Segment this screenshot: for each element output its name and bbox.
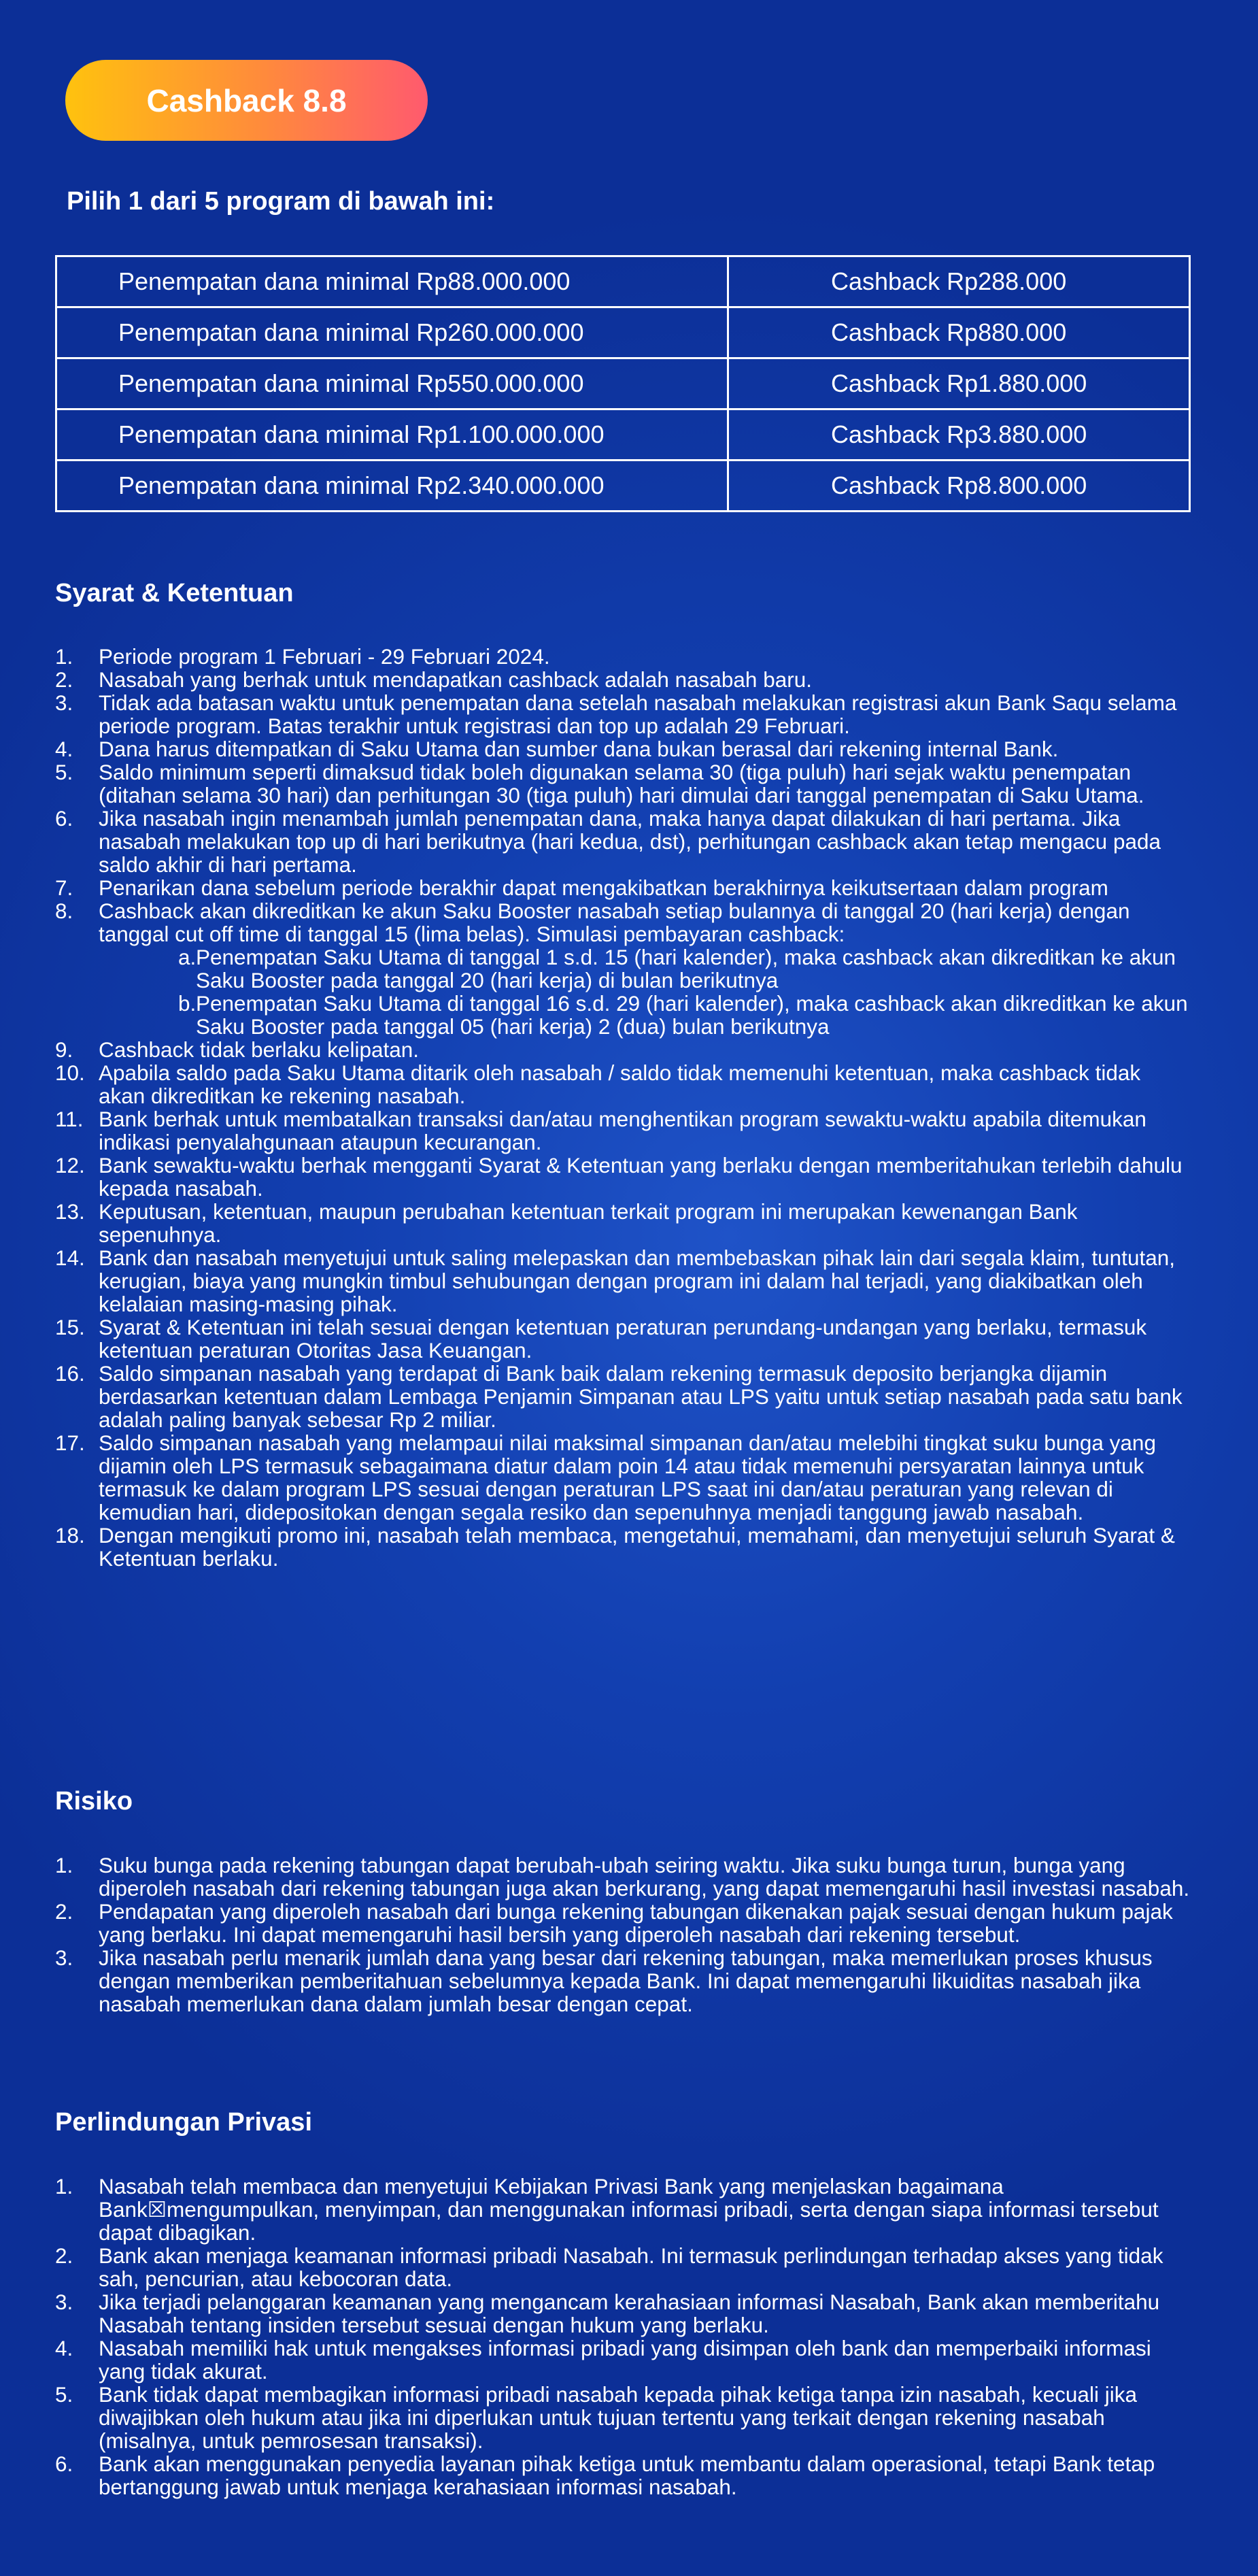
list-item: 2. Bank akan menjaga keamanan informasi pribadi Nasabah. Ini termasuk perlindungan terhadap akses yang tidak sah, pencurian, atau kebocoran data. [55,2243,1163,2291]
risiko-list [55,1854,1191,2015]
list-item: 15. Syarat & Ketentuan ini telah sesuai dengan ketentuan peraturan perundang-undangan yang berlaku, termasuk ketentuan peraturan Otoritas Jasa Keuangan. [55,1315,1147,1362]
list-item: 7. Penarikan dana sebelum periode berakhir dapat mengakibatkan berakhirnya keikutsertaan dalam program [55,875,1108,900]
table-row [56,409,1190,461]
placement-cell: Penempatan dana minimal Rp1.100.000.000 [56,409,728,461]
placement-cell: Penempatan dana minimal Rp550.000.000 [56,358,728,409]
list-item: 10. Apabila saldo pada Saku Utama ditarik oleh nasabah / saldo tidak memenuhi ketentuan, maka cashback tidak akan dikreditkan ke rekening nasabah. [55,1060,1141,1108]
list-item: 6. Jika nasabah ingin menambah jumlah penempatan dana, maka hanya dapat dilakukan di hari pertama. Jika nasabah melakukan top up di hari berikutnya (hari kedua, dst), perhitungan cashback akan tetap mengacu pada saldo akhir di hari pertama. [55,806,1161,877]
table-row [56,358,1190,409]
list-item: 17. Saldo simpanan nasabah yang melampaui nilai maksimal simpanan dan/atau melebihi tingkat suku bunga yang dijamin oleh LPS termasuk sebagaimana diatur dalam poin 14 atau tidak memenuhi persyaratan lainnya untuk termasuk ke dalam program LPS sesuai dengan peraturan LPS saat ini dan/atau peraturan yang relevan di kemudian hari, didepositokan dengan segala resiko dan sepenuhnya menjadi tanggung jawab nasabah. [55,1431,1156,1524]
list-item: 6. Bank akan menggunakan penyedia layanan pihak ketiga untuk membantu dalam operasional, tetapi Bank tetap bertanggung jawab untuk menjaga kerahasiaan informasi nasabah. [55,2452,1155,2499]
program-table [55,255,1191,512]
list-item: 2. Pendapatan yang diperoleh nasabah dari bunga rekening tabungan dikenakan pajak sesuai dengan hukum pajak yang berlaku. Ini dapat memengaruhi hasil bersih yang diperoleh nasabah dari rekening tersebut. [55,1899,1173,1947]
syarat-list [55,645,1191,1570]
table-row [56,461,1190,512]
privasi-list [55,2175,1191,2498]
list-item: a. Penempatan Saku Utama di tanggal 1 s.d. 15 (hari kalender), maka cashback akan dikreditkan ke akun Saku Booster pada tanggal 20 (hari kerja) di bulan berikutnya [178,945,1176,992]
placement-cell: Penempatan dana minimal Rp88.000.000 [56,256,728,307]
list-item: 4. Dana harus ditempatkan di Saku Utama dan sumber dana bukan berasal dari rekening internal Bank. [55,737,1059,761]
cashback-cell: Cashback Rp880.000 [728,307,1190,358]
list-item: 3. Jika nasabah perlu menarik jumlah dana yang besar dari rekening tabungan, maka memerlukan proses khusus dengan memberikan pemberitahuan sebelumnya kepada Bank. Ini dapat memengaruhi likuiditas nasabah jika nasabah memerlukan dana dalam jumlah besar dengan cepat. [55,1945,1153,2016]
cashback-simulation-list [99,946,1191,1038]
risiko-title: Risiko [55,1787,133,1816]
placement-cell: Penempatan dana minimal Rp2.340.000.000 [56,461,728,512]
list-item: 14. Bank dan nasabah menyetujui untuk saling melepaskan dan membebaskan pihak lain dari segala klaim, tuntutan, kerugian, biaya yang mungkin timbul sehubungan dengan program ini dalam hal terjadi, yang diakibatkan oleh kelalaian masing-masing pihak. [55,1245,1175,1316]
list-item: 1. Nasabah telah membaca dan menyetujui Kebijakan Privasi Bank yang menjelaskan bagaimana Bank☒mengumpulkan, menyimpan, dan menggunakan informasi pribadi, serta dengan siapa informasi tersebut dapat dibagikan. [55,2174,1159,2245]
list-item: 8. Cashback akan dikreditkan ke akun Saku Booster nasabah setiap bulannya di tanggal 20 (hari kerja) dengan tanggal cut off time di tanggal 15 (lima belas). Simulasi pembayaran cashback: a. Penempatan Saku Utama di tanggal 1 s.d. 15 (hari kalender), maka cashback akan dikreditkan ke akun Saku Booster pada tanggal 20 (hari kerja) di bulan berikutnya b. Penempatan Saku Utama di tanggal 16 s.d. 29 (hari kalender), maka cashback akan dikreditkan ke akun Saku Booster pada tanggal 05 (hari kerja) 2 (dua) bulan berikutnya [55,899,1191,1038]
list-item: b. Penempatan Saku Utama di tanggal 16 s.d. 29 (hari kalender), maka cashback akan dikreditkan ke akun Saku Booster pada tanggal 05 (hari kerja) 2 (dua) bulan berikutnya [178,991,1188,1039]
list-item: 3. Tidak ada batasan waktu untuk penempatan dana setelah nasabah melakukan registrasi akun Bank Saqu selama periode program. Batas terakhir untuk registrasi dan top up adalah 29 Februari. [55,690,1177,738]
table-row [56,256,1190,307]
syarat-title: Syarat & Ketentuan [55,579,294,607]
list-item: 9. Cashback tidak berlaku kelipatan. [55,1037,420,1062]
list-item: 16. Saldo simpanan nasabah yang terdapat di Bank baik dalam rekening termasuk deposito berjangka dijamin berdasarkan ketentuan dalam Lembaga Penjamin Simpanan atau LPS yaitu untuk setiap nasabah pada satu bank adalah paling banyak sebesar Rp 2 miliar. [55,1361,1183,1432]
list-item: 2. Nasabah yang berhak untuk mendapatkan cashback adalah nasabah baru. [55,667,813,692]
placement-cell: Penempatan dana minimal Rp260.000.000 [56,307,728,358]
list-item: 4. Nasabah memiliki hak untuk mengakses informasi pribadi yang disimpan oleh bank dan memperbaiki informasi yang tidak akurat. [55,2336,1151,2383]
cashback-cell: Cashback Rp1.880.000 [728,358,1190,409]
list-item: 13. Keputusan, ketentuan, maupun perubahan ketentuan terkait program ini merupakan kewenangan Bank sepenuhnya. [55,1199,1078,1247]
list-item: 5. Saldo minimum seperti dimaksud tidak boleh digunakan selama 30 (tiga puluh) hari sejak waktu penempatan (ditahan selama 30 hari) dan perhitungan 30 (tiga puluh) hari dimulai dari tanggal penempatan di Saku Utama. [55,760,1144,807]
cashback-cell: Cashback Rp288.000 [728,256,1190,307]
table-row [56,307,1190,358]
list-item: 5. Bank tidak dapat membagikan informasi pribadi nasabah kepada pihak ketiga tanpa izin nasabah, kecuali jika diwajibkan oleh hukum atau jika ini diperlukan untuk tujuan tertentu yang terkait dengan rekening nasabah (misalnya, untuk pemrosesan transaksi). [55,2382,1137,2453]
cashback-cell: Cashback Rp3.880.000 [728,409,1190,461]
list-item: 11. Bank berhak untuk membatalkan transaksi dan/atau menghentikan program sewaktu-waktu apabila ditemukan indikasi penyalahgunaan ataupun kecurangan. [55,1107,1146,1154]
list-item: 1. Periode program 1 Februari - 29 Februari 2024. [55,644,550,669]
list-item: 1. Suku bunga pada rekening tabungan dapat berubah-ubah seiring waktu. Jika suku bunga turun, bunga yang diperoleh nasabah dari rekening tabungan juga akan berkurang, yang dapat memengaruhi hasil investasi nasabah. [55,1853,1190,1901]
cashback-badge: Cashback 8.8 [65,60,428,141]
program-intro: Pilih 1 dari 5 program di bawah ini: [67,187,495,216]
cashback-cell: Cashback Rp8.800.000 [728,461,1190,512]
list-item: 12. Bank sewaktu-waktu berhak mengganti Syarat & Ketentuan yang berlaku dengan memberitahukan terlebih dahulu kepada nasabah. [55,1153,1183,1201]
privasi-title: Perlindungan Privasi [55,2108,312,2137]
list-item: 3. Jika terjadi pelanggaran keamanan yang mengancam kerahasiaan informasi Nasabah, Bank akan memberitahu Nasabah tentang insiden tersebut sesuai dengan hukum yang berlaku. [55,2290,1160,2337]
list-item: 18. Dengan mengikuti promo ini, nasabah telah membaca, mengetahui, memahami, dan menyetujui seluruh Syarat & Ketentuan berlaku. [55,1523,1175,1571]
